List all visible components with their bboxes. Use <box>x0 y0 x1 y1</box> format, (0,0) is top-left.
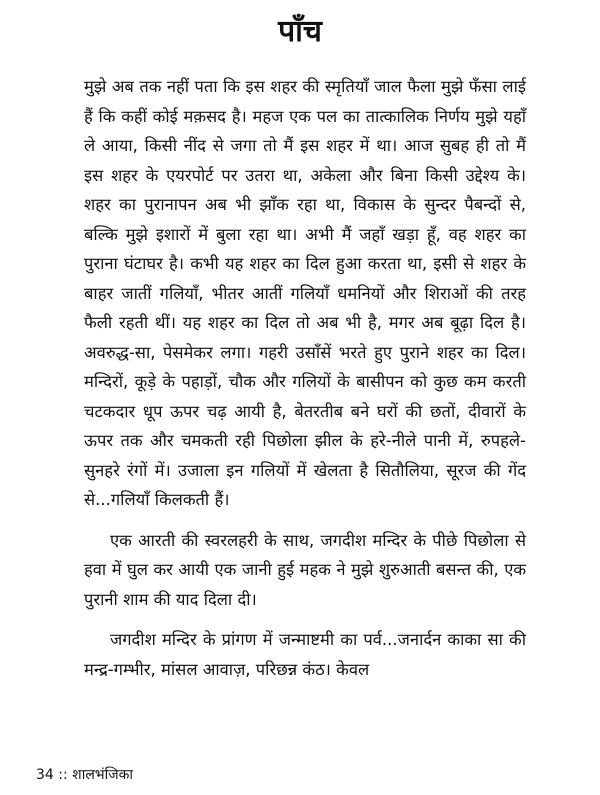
paragraph-2: एक आरती की स्वरलहरी के साथ, जगदीश मन्दिर के पीछे पिछोला से हवा में घुल कर आयी एक जानी हुई महक ने मुझे शुरुआती बसन्त की, एक पुरानी शाम की याद दिला दी। <box>84 530 526 609</box>
paragraph-1: मुझे अब तक नहीं पता कि इस शहर की स्मृतियाँ जाल फैला मुझे फँसा लाई हैं कि कहीं कोई मक़सद है। महज एक पल का तात्कालिक निर्णय मुझे यहाँ ले आया, किसी नींद से जगा तो मैं इस शहर में था। आज सुबह ही तो मैं इस शहर के एयरपोर्ट पर उतरा था, अकेला और बिना किसी उद्देश्य के। शहर का पुरानापन अब भी झाँक रहा था, विकास के सुन्दर पैबन्दों से, बल्कि मुझे इशारों में बुला रहा था। अभी मैं जहाँ खड़ा हूँ, वह शहर का पुराना घंटाघर है। कभी यह शहर का दिल हुआ करता था, इसी से शहर के बाहर जातीं गलियाँ, भीतर आतीं गलियाँ धमनियों और शिराओं की तरह फैली रहती थीं। यह शहर का दिल तो अब भी है, मगर अब बूढ़ा दिल है। अवरुद्ध-सा, पेसमेकर लगा। गहरी उसाँसें भरते हुए पुराने शहर का दिल। मन्दिरों, कूड़े के पहाड़ों, चौक और गलियों के बासीपन को कुछ कम करती चटकदार धूप ऊपर चढ़ आयी है, बेतरतीब बने घरों की छतों, दीवारों के ऊपर तक और चमकती रही पिछोला झील के हरे-नीले पानी में, रुपहले-सुनहरे रंगों में। उजाला इन गलियों में खेलता है सितौलिया, सूरज की गेंद से...गलियाँ किलकती हैं। <box>84 77 526 509</box>
paragraph-3: जगदीश मन्दिर के प्रांगण में जन्माष्टमी का पर्व...जनार्दन काका सा की मन्द्र-गम्भीर, मांसल आवाज़, परिछन्न कंठ। केवल <box>84 630 526 679</box>
chapter-title: पाँच <box>278 14 322 49</box>
chapter-body <box>84 72 526 684</box>
page-footer <box>36 765 133 785</box>
footer-separator: :: <box>58 767 68 783</box>
running-book-title: शालभंजिका <box>72 767 134 783</box>
page-number: 34 <box>36 767 54 783</box>
